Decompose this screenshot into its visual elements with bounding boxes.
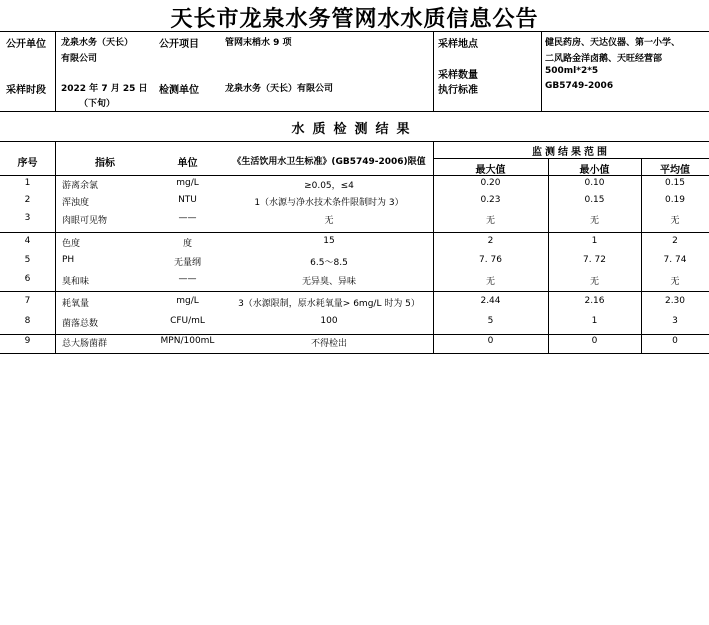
row-no: 1: [24, 178, 31, 188]
row-avg: 0.15: [664, 178, 686, 188]
row-indicator: 总大肠菌群: [62, 339, 108, 349]
row-max: 无: [485, 277, 495, 287]
row-limit: 不得检出: [310, 339, 347, 349]
row-indicator: PH: [62, 255, 75, 265]
row-max: 5: [487, 316, 494, 326]
row-max: 7. 76: [479, 255, 502, 265]
row-no: 7: [24, 296, 31, 306]
divider: [433, 31, 434, 111]
col-header-limit: 《生活饮用水卫生标准》(GB5749-2006)限值: [232, 157, 426, 167]
divider: [0, 353, 709, 354]
row-max: 无: [485, 216, 495, 226]
row-limit: 无异臭、异味: [301, 277, 356, 287]
row-max: 0: [487, 336, 494, 346]
row-avg: 7. 74: [663, 255, 687, 265]
row-no: 3: [24, 213, 31, 223]
row-min: 7. 72: [583, 255, 606, 265]
row-limit: 15: [323, 236, 335, 246]
row-limit: 100: [320, 316, 338, 326]
divider: [0, 141, 709, 142]
row-min: 无: [589, 277, 599, 287]
row-indicator: 耗氧量: [62, 299, 90, 309]
row-min: 0.10: [584, 178, 605, 188]
row-no: 4: [24, 236, 31, 246]
row-no: 9: [24, 336, 31, 346]
row-indicator: 菌落总数: [62, 319, 99, 329]
row-unit: NTU: [178, 195, 197, 205]
divider: [55, 31, 56, 111]
divider: [0, 31, 709, 32]
row-unit: CFU/mL: [170, 316, 205, 326]
count-label: 采样数量: [438, 70, 478, 81]
project-value: 管网末梢水 9 项: [225, 38, 292, 48]
row-indicator: 游离余氯: [62, 181, 99, 191]
col-header-min: 最小值: [579, 165, 610, 176]
row-limit: 6.5～8.5: [310, 258, 348, 268]
row-unit: mg/L: [176, 178, 199, 188]
row-min: 2.16: [584, 296, 605, 306]
row-avg: 无: [670, 277, 680, 287]
unit-value: 龙泉水务（天长）: [61, 38, 134, 48]
row-indicator: 臭和味: [62, 277, 90, 287]
time-value: 2022 年 7 月 25 日: [61, 84, 148, 94]
divider: [433, 158, 709, 159]
row-unit: ——: [178, 213, 197, 223]
col-header-max: 最大值: [475, 165, 506, 176]
row-indicator: 色度: [62, 239, 81, 249]
row-min: 1: [591, 316, 598, 326]
row-min: 1: [591, 236, 598, 246]
divider: [55, 141, 56, 353]
unit-value-cont: 有限公司: [61, 54, 98, 64]
divider: [541, 31, 542, 111]
row-unit: 度: [182, 239, 192, 249]
row-no: 8: [24, 316, 31, 326]
divider: [0, 334, 709, 335]
row-no: 2: [24, 195, 31, 205]
time-value-cont: （下旬）: [79, 99, 116, 109]
row-indicator: 肉眼可见物: [62, 216, 108, 226]
row-unit: mg/L: [176, 296, 199, 306]
row-avg: 2.30: [664, 296, 686, 306]
row-avg: 3: [672, 316, 678, 326]
unit-label: 公开单位: [6, 39, 46, 50]
divider: [0, 232, 709, 233]
std-label: 执行标准: [438, 85, 478, 96]
col-header-no: 序号: [17, 158, 38, 169]
row-limit: 3（水源限制，原水耗氧量> 6mg/L 时为 5）: [238, 299, 420, 309]
row-unit: MPN/100mL: [160, 336, 215, 346]
row-unit: 无量纲: [173, 258, 201, 268]
test-value: 龙泉水务（天长）有限公司: [225, 84, 334, 94]
count-value: 500ml*2*5: [545, 66, 599, 76]
site-value-cont: 二风路金洋卤鹅、天旺经营部: [545, 54, 663, 64]
site-value: 健民药房、天达仪器、第一小学、: [545, 38, 681, 48]
row-max: 2: [487, 236, 494, 246]
row-min: 0.15: [584, 195, 605, 205]
row-min: 无: [589, 216, 599, 226]
test-label: 检测单位: [159, 85, 199, 96]
row-limit: ≥0.05，≤4: [304, 181, 354, 191]
std-value: GB5749-2006: [545, 81, 614, 91]
project-label: 公开项目: [159, 39, 199, 50]
col-header-indicator: 指标: [95, 158, 115, 169]
row-avg: 无: [670, 216, 680, 226]
row-limit: 1（水源与净水技术条件限制时为 3）: [254, 198, 404, 208]
row-no: 5: [24, 255, 31, 265]
divider: [0, 291, 709, 292]
row-avg: 0: [672, 336, 678, 346]
row-no: 6: [24, 274, 31, 284]
row-indicator: 浑浊度: [62, 198, 90, 208]
divider: [0, 111, 709, 112]
row-avg: 2: [672, 236, 678, 246]
row-max: 0.23: [480, 195, 501, 205]
row-max: 0.20: [480, 178, 501, 188]
row-limit: 无: [324, 216, 334, 226]
row-min: 0: [591, 336, 598, 346]
col-header-avg: 平均值: [660, 165, 690, 176]
col-header-range: 监测结果范围: [532, 147, 610, 158]
col-header-unit: 单位: [177, 158, 198, 169]
row-max: 2.44: [480, 296, 501, 306]
page-title: 天长市龙泉水务管网水水质信息公告: [170, 6, 539, 32]
site-label: 采样地点: [438, 39, 478, 50]
row-unit: ——: [178, 274, 197, 284]
time-label: 采样时段: [6, 85, 46, 96]
section-title: 水质检测结果: [291, 122, 418, 137]
row-avg: 0.19: [664, 195, 686, 205]
